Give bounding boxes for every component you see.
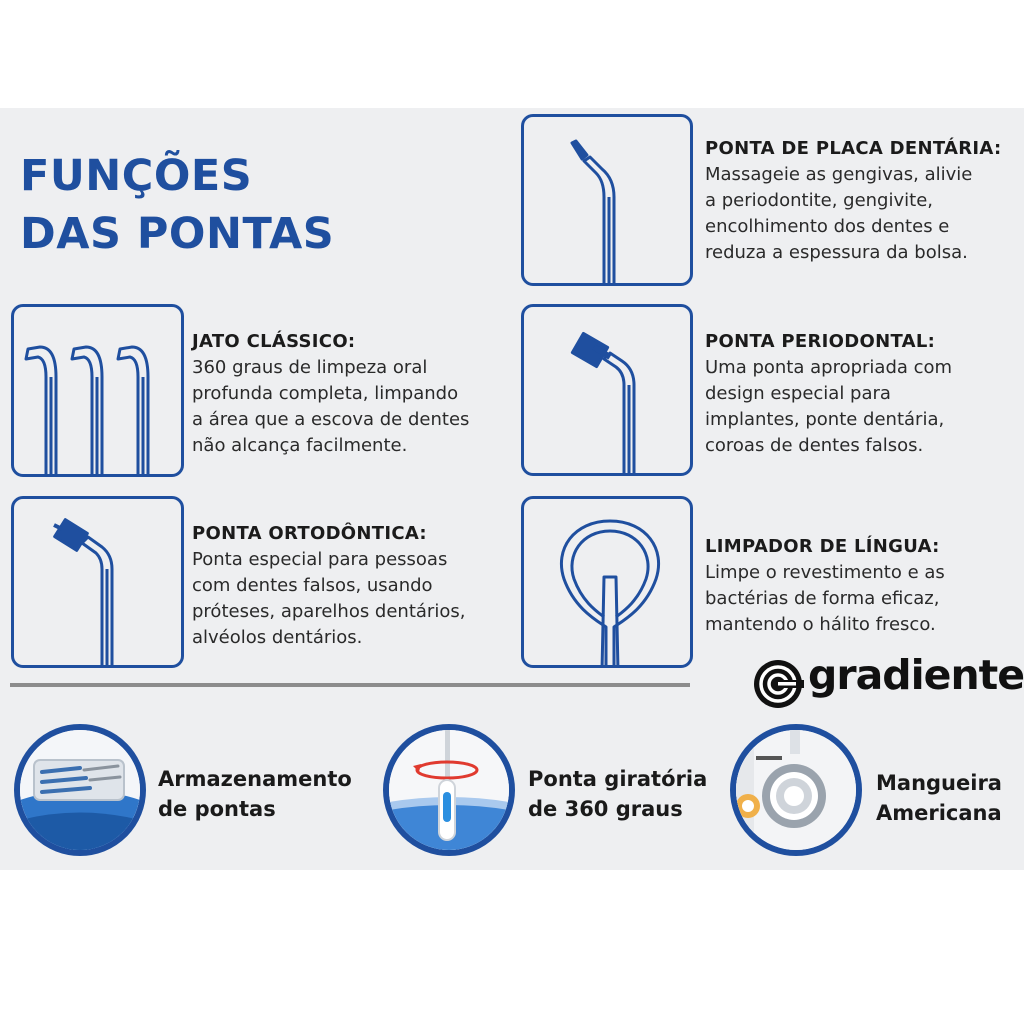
classic-jet-card: [11, 304, 184, 477]
rotating-tip-feature-image: [383, 724, 515, 856]
storage-feature-image: [14, 724, 146, 856]
orthodontic-tip-card: [11, 496, 184, 668]
periodontal-tip-heading: PONTA PERIODONTAL:: [705, 331, 936, 352]
tongue-cleaner-desc-line: bactérias de forma eficaz,: [705, 588, 940, 609]
classic-jet-icon: [14, 307, 184, 477]
brand-name: gradiente: [808, 651, 1024, 699]
plaque-tip-heading: PONTA DE PLACA DENTÁRIA:: [705, 138, 1002, 159]
periodontal-tip-desc-line: Uma ponta apropriada com: [705, 357, 953, 378]
orthodontic-tip-desc-line: próteses, aparelhos dentários,: [192, 601, 466, 622]
periodontal-tip-desc-line: implantes, ponte dentária,: [705, 409, 945, 430]
american-hose-feature-label: Mangueira: [876, 771, 1002, 795]
classic-jet-desc-line: não alcança facilmente.: [192, 435, 408, 456]
orthodontic-tip-desc-line: com dentes falsos, usando: [192, 575, 433, 596]
plaque-tip-card: [521, 114, 693, 286]
classic-jet-desc-line: a área que a escova de dentes: [192, 409, 470, 430]
storage-feature-label: de pontas: [158, 797, 276, 821]
classic-jet-desc-line: 360 graus de limpeza oral: [192, 357, 428, 378]
rotating-tip-feature-label: Ponta giratória: [528, 767, 708, 791]
plaque-tip-desc-line: encolhimento dos dentes e: [705, 216, 950, 237]
periodontal-tip-icon: [524, 307, 693, 476]
plaque-tip-icon: [524, 117, 693, 286]
tongue-cleaner-card: [521, 496, 693, 668]
tongue-cleaner-desc-line: Limpe o revestimento e as: [705, 562, 945, 583]
page-title-line1: FUNÇÕES: [20, 151, 253, 201]
orthodontic-tip-desc-line: Ponta especial para pessoas: [192, 549, 448, 570]
section-divider: [10, 683, 690, 687]
orthodontic-tip-icon: [14, 499, 184, 668]
periodontal-tip-desc-line: coroas de dentes falsos.: [705, 435, 924, 456]
tongue-cleaner-icon: [524, 499, 693, 668]
gradiente-logo-icon: [752, 658, 804, 710]
page-title-line2: DAS PONTAS: [20, 209, 335, 259]
orthodontic-tip-desc-line: alvéolos dentários.: [192, 627, 363, 648]
tongue-cleaner-heading: LIMPADOR DE LÍNGUA:: [705, 536, 940, 557]
plaque-tip-desc-line: reduza a espessura da bolsa.: [705, 242, 968, 263]
classic-jet-heading: JATO CLÁSSICO:: [192, 331, 356, 352]
storage-feature-label: Armazenamento: [158, 767, 352, 791]
classic-jet-desc-line: profunda completa, limpando: [192, 383, 459, 404]
tongue-cleaner-desc-line: mantendo o hálito fresco.: [705, 614, 936, 635]
rotating-tip-feature-label: de 360 graus: [528, 797, 683, 821]
orthodontic-tip-heading: PONTA ORTODÔNTICA:: [192, 523, 427, 544]
periodontal-tip-card: [521, 304, 693, 476]
periodontal-tip-desc-line: design especial para: [705, 383, 891, 404]
american-hose-feature-label: Americana: [876, 801, 1002, 825]
american-hose-feature-image: [730, 724, 862, 856]
plaque-tip-desc-line: a periodontite, gengivite,: [705, 190, 933, 211]
plaque-tip-desc-line: Massageie as gengivas, alivie: [705, 164, 973, 185]
